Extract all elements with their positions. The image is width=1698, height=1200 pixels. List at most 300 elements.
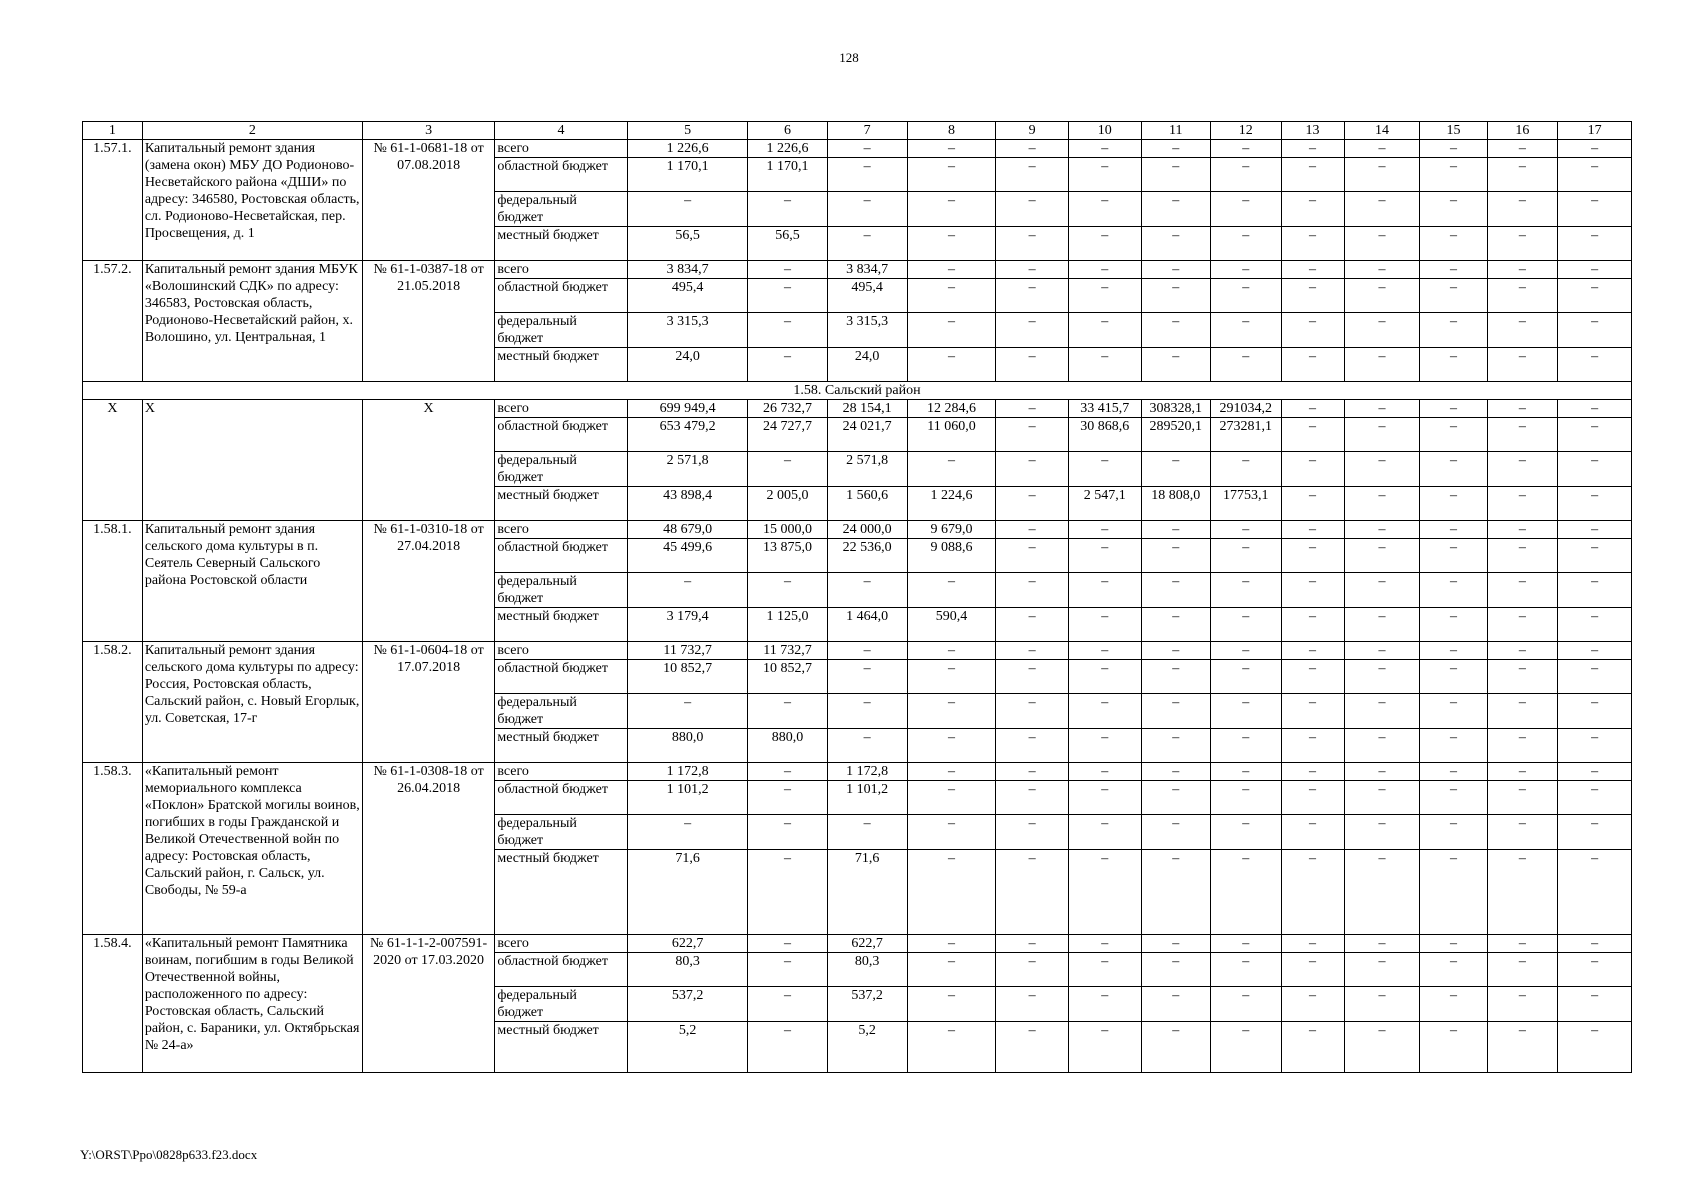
amount-cell: 30 868,6 bbox=[1068, 418, 1141, 452]
amount-cell: – bbox=[1211, 987, 1282, 1022]
amount-cell: – bbox=[1281, 158, 1344, 192]
amount-cell: 653 479,2 bbox=[627, 418, 748, 452]
amount-cell: – bbox=[1344, 935, 1420, 953]
funding-source: всего bbox=[495, 763, 627, 781]
amount-cell: 1 101,2 bbox=[627, 781, 748, 815]
amount-cell: – bbox=[1487, 850, 1558, 935]
amount-cell: – bbox=[1068, 781, 1141, 815]
amount-cell: – bbox=[1211, 660, 1282, 694]
amount-cell: – bbox=[1141, 694, 1210, 729]
amount-cell: 880,0 bbox=[627, 729, 748, 763]
amount-cell: – bbox=[996, 192, 1069, 227]
amount-cell: – bbox=[1141, 935, 1210, 953]
amount-cell: 43 898,4 bbox=[627, 487, 748, 521]
amount-cell: – bbox=[996, 348, 1069, 382]
amount-cell: – bbox=[827, 815, 907, 850]
amount-cell: – bbox=[1487, 987, 1558, 1022]
amount-cell: – bbox=[907, 642, 996, 660]
amount-cell: – bbox=[1141, 850, 1210, 935]
amount-cell: – bbox=[996, 953, 1069, 987]
amount-cell: – bbox=[1281, 815, 1344, 850]
amount-cell: – bbox=[1141, 227, 1210, 261]
amount-cell: – bbox=[627, 694, 748, 729]
amount-cell: – bbox=[1344, 763, 1420, 781]
amount-cell: 3 834,7 bbox=[627, 261, 748, 279]
amount-cell: – bbox=[1211, 348, 1282, 382]
funding-source: местный бюджет bbox=[495, 850, 627, 935]
amount-cell: – bbox=[907, 763, 996, 781]
funding-source: федеральный бюджет bbox=[495, 573, 627, 608]
amount-cell: – bbox=[1420, 487, 1487, 521]
amount-cell: 26 732,7 bbox=[748, 400, 827, 418]
amount-cell: 2 571,8 bbox=[827, 452, 907, 487]
amount-cell: – bbox=[1558, 935, 1632, 953]
amount-cell: 18 808,0 bbox=[1141, 487, 1210, 521]
amount-cell: – bbox=[1420, 348, 1487, 382]
amount-cell: – bbox=[1420, 953, 1487, 987]
amount-cell: – bbox=[1141, 140, 1210, 158]
amount-cell: – bbox=[1558, 850, 1632, 935]
funding-source: местный бюджет bbox=[495, 227, 627, 261]
amount-cell: – bbox=[1068, 850, 1141, 935]
amount-cell: – bbox=[1141, 313, 1210, 348]
amount-cell: – bbox=[996, 763, 1069, 781]
column-number: 3 bbox=[362, 122, 494, 140]
amount-cell: – bbox=[1558, 660, 1632, 694]
amount-cell: – bbox=[1487, 642, 1558, 660]
funding-source: всего bbox=[495, 261, 627, 279]
amount-cell: – bbox=[1558, 279, 1632, 313]
amount-cell: – bbox=[1141, 192, 1210, 227]
amount-cell: 24,0 bbox=[827, 348, 907, 382]
amount-cell: – bbox=[1141, 573, 1210, 608]
amount-cell: 11 060,0 bbox=[907, 418, 996, 452]
amount-cell: – bbox=[1558, 487, 1632, 521]
amount-cell: – bbox=[1141, 763, 1210, 781]
amount-cell: – bbox=[1068, 729, 1141, 763]
amount-cell: – bbox=[907, 1022, 996, 1073]
amount-cell: – bbox=[1211, 573, 1282, 608]
amount-cell: – bbox=[1068, 140, 1141, 158]
amount-cell: 28 154,1 bbox=[827, 400, 907, 418]
amount-cell: – bbox=[1558, 694, 1632, 729]
amount-cell: – bbox=[1487, 140, 1558, 158]
amount-cell: – bbox=[996, 608, 1069, 642]
amount-cell: – bbox=[1558, 400, 1632, 418]
amount-cell: – bbox=[907, 158, 996, 192]
amount-cell: – bbox=[1211, 729, 1282, 763]
amount-cell: – bbox=[1344, 400, 1420, 418]
amount-cell: – bbox=[748, 815, 827, 850]
amount-cell: – bbox=[996, 313, 1069, 348]
amount-cell: – bbox=[907, 261, 996, 279]
amount-cell: – bbox=[1068, 452, 1141, 487]
amount-cell: 2 571,8 bbox=[627, 452, 748, 487]
item-number: Х bbox=[83, 400, 143, 521]
amount-cell: – bbox=[1281, 521, 1344, 539]
table-body bbox=[83, 122, 1632, 1073]
funding-source: областной бюджет bbox=[495, 781, 627, 815]
amount-cell: – bbox=[907, 192, 996, 227]
amount-cell: – bbox=[1487, 348, 1558, 382]
amount-cell: – bbox=[827, 227, 907, 261]
amount-cell: – bbox=[1141, 348, 1210, 382]
amount-cell: 3 315,3 bbox=[627, 313, 748, 348]
amount-cell: – bbox=[996, 694, 1069, 729]
column-number: 10 bbox=[1068, 122, 1141, 140]
amount-cell: – bbox=[1281, 608, 1344, 642]
amount-cell: – bbox=[748, 348, 827, 382]
amount-cell: 5,2 bbox=[627, 1022, 748, 1073]
amount-cell: – bbox=[1558, 227, 1632, 261]
amount-cell: – bbox=[1068, 763, 1141, 781]
amount-cell: – bbox=[1344, 521, 1420, 539]
item-document: № 61-1-0387-18 от 21.05.2018 bbox=[362, 261, 494, 382]
item-number: 1.58.2. bbox=[83, 642, 143, 763]
item-name: «Капитальный ремонт Памятника воинам, погибшим в годы Великой Отечественной войны, расположенного по адресу: Ростовская область, Сальский район, с. Бараники, ул. Октябрьская № 24-а» bbox=[142, 935, 362, 1073]
amount-cell: – bbox=[1487, 763, 1558, 781]
amount-cell: – bbox=[1487, 1022, 1558, 1073]
amount-cell: 11 732,7 bbox=[627, 642, 748, 660]
amount-cell: – bbox=[1420, 729, 1487, 763]
amount-cell: – bbox=[907, 660, 996, 694]
item-document: № 61-1-0604-18 от 17.07.2018 bbox=[362, 642, 494, 763]
amount-cell: – bbox=[1281, 539, 1344, 573]
funding-source: местный бюджет bbox=[495, 348, 627, 382]
amount-cell: – bbox=[1558, 261, 1632, 279]
amount-cell: – bbox=[827, 158, 907, 192]
amount-cell: – bbox=[996, 729, 1069, 763]
amount-cell: – bbox=[996, 573, 1069, 608]
funding-source: областной бюджет bbox=[495, 158, 627, 192]
amount-cell: – bbox=[1487, 608, 1558, 642]
amount-cell: – bbox=[1487, 953, 1558, 987]
amount-cell: – bbox=[1281, 935, 1344, 953]
amount-cell: – bbox=[748, 781, 827, 815]
amount-cell: – bbox=[1281, 850, 1344, 935]
amount-cell: – bbox=[907, 452, 996, 487]
amount-cell: 622,7 bbox=[827, 935, 907, 953]
amount-cell: – bbox=[1281, 452, 1344, 487]
amount-cell: – bbox=[1487, 313, 1558, 348]
amount-cell: – bbox=[1420, 140, 1487, 158]
amount-cell: – bbox=[1558, 763, 1632, 781]
amount-cell: – bbox=[996, 521, 1069, 539]
amount-cell: – bbox=[1487, 729, 1558, 763]
amount-cell: 10 852,7 bbox=[627, 660, 748, 694]
amount-cell: – bbox=[1420, 935, 1487, 953]
amount-cell: 3 834,7 bbox=[827, 261, 907, 279]
amount-cell: – bbox=[1344, 850, 1420, 935]
amount-cell: – bbox=[1211, 935, 1282, 953]
amount-cell: – bbox=[1068, 608, 1141, 642]
amount-cell: 24 000,0 bbox=[827, 521, 907, 539]
amount-cell: – bbox=[1344, 642, 1420, 660]
amount-cell: – bbox=[1344, 279, 1420, 313]
amount-cell: – bbox=[748, 192, 827, 227]
section-title-row bbox=[83, 382, 1632, 400]
item-name: «Капитальный ремонт мемориального комплекса «Поклон» Братской могилы воинов, погибших в годы Гражданской и Великой Отечественной войн по адресу: Ростовская область, Сальский район, г. Сальск, ул. Свободы, № 59-а bbox=[142, 763, 362, 935]
amount-cell: – bbox=[996, 539, 1069, 573]
funding-source: всего bbox=[495, 642, 627, 660]
amount-cell: 71,6 bbox=[827, 850, 907, 935]
amount-cell: – bbox=[1281, 418, 1344, 452]
amount-cell: – bbox=[1420, 313, 1487, 348]
amount-cell: – bbox=[827, 694, 907, 729]
amount-cell: – bbox=[1344, 487, 1420, 521]
amount-cell: – bbox=[1420, 642, 1487, 660]
amount-cell: – bbox=[1558, 158, 1632, 192]
amount-cell: – bbox=[827, 573, 907, 608]
amount-cell: – bbox=[1558, 573, 1632, 608]
amount-cell: 1 226,6 bbox=[748, 140, 827, 158]
amount-cell: 2 005,0 bbox=[748, 487, 827, 521]
amount-cell: – bbox=[1420, 781, 1487, 815]
amount-cell: – bbox=[748, 935, 827, 953]
amount-cell: 590,4 bbox=[907, 608, 996, 642]
amount-cell: – bbox=[1141, 781, 1210, 815]
amount-cell: – bbox=[1141, 953, 1210, 987]
amount-cell: – bbox=[1281, 279, 1344, 313]
item-number: 1.57.2. bbox=[83, 261, 143, 382]
amount-cell: – bbox=[748, 313, 827, 348]
funding-source: всего bbox=[495, 521, 627, 539]
amount-cell: – bbox=[1281, 192, 1344, 227]
column-number: 14 bbox=[1344, 122, 1420, 140]
amount-cell: 1 172,8 bbox=[827, 763, 907, 781]
amount-cell: 880,0 bbox=[748, 729, 827, 763]
amount-cell: – bbox=[907, 313, 996, 348]
amount-cell: – bbox=[1281, 313, 1344, 348]
amount-cell: – bbox=[996, 261, 1069, 279]
amount-cell: – bbox=[1558, 608, 1632, 642]
amount-cell: – bbox=[1420, 418, 1487, 452]
item-document: № 61-1-0681-18 от 07.08.2018 bbox=[362, 140, 494, 261]
funding-source: федеральный бюджет bbox=[495, 452, 627, 487]
column-number: 8 bbox=[907, 122, 996, 140]
amount-cell: – bbox=[1211, 608, 1282, 642]
table-row bbox=[83, 400, 1632, 418]
column-number: 5 bbox=[627, 122, 748, 140]
amount-cell: – bbox=[1211, 815, 1282, 850]
amount-cell: – bbox=[1420, 1022, 1487, 1073]
page-number: 128 bbox=[839, 50, 859, 65]
amount-cell: 48 679,0 bbox=[627, 521, 748, 539]
amount-cell: – bbox=[1487, 521, 1558, 539]
amount-cell: – bbox=[907, 573, 996, 608]
column-number: 4 bbox=[495, 122, 627, 140]
amount-cell: – bbox=[1141, 660, 1210, 694]
amount-cell: 56,5 bbox=[627, 227, 748, 261]
footer-file-path: Y:\ORST\Ppo\0828p633.f23.docx bbox=[80, 1147, 258, 1162]
amount-cell: 1 172,8 bbox=[627, 763, 748, 781]
amount-cell: – bbox=[1281, 763, 1344, 781]
amount-cell: – bbox=[1211, 227, 1282, 261]
amount-cell: – bbox=[627, 815, 748, 850]
amount-cell: 80,3 bbox=[627, 953, 748, 987]
amount-cell: – bbox=[1211, 521, 1282, 539]
table-row bbox=[83, 935, 1632, 953]
amount-cell: – bbox=[1487, 573, 1558, 608]
column-number: 1 bbox=[83, 122, 143, 140]
amount-cell: 291034,2 bbox=[1211, 400, 1282, 418]
amount-cell: 1 125,0 bbox=[748, 608, 827, 642]
funding-source: местный бюджет bbox=[495, 487, 627, 521]
amount-cell: – bbox=[627, 192, 748, 227]
amount-cell: – bbox=[1344, 987, 1420, 1022]
funding-source: федеральный бюджет bbox=[495, 313, 627, 348]
amount-cell: – bbox=[1344, 313, 1420, 348]
amount-cell: – bbox=[748, 987, 827, 1022]
amount-cell: 2 547,1 bbox=[1068, 487, 1141, 521]
amount-cell: – bbox=[1068, 1022, 1141, 1073]
amount-cell: – bbox=[1068, 935, 1141, 953]
amount-cell: 495,4 bbox=[827, 279, 907, 313]
amount-cell: – bbox=[1420, 573, 1487, 608]
amount-cell: – bbox=[1344, 953, 1420, 987]
amount-cell: – bbox=[827, 642, 907, 660]
funding-source: областной бюджет bbox=[495, 539, 627, 573]
column-number: 9 bbox=[996, 122, 1069, 140]
amount-cell: – bbox=[748, 763, 827, 781]
amount-cell: – bbox=[1487, 539, 1558, 573]
amount-cell: – bbox=[1211, 261, 1282, 279]
amount-cell: – bbox=[1420, 850, 1487, 935]
table-row bbox=[83, 261, 1632, 279]
amount-cell: – bbox=[1420, 539, 1487, 573]
amount-cell: – bbox=[1558, 953, 1632, 987]
amount-cell: 1 224,6 bbox=[907, 487, 996, 521]
amount-cell: – bbox=[907, 729, 996, 763]
amount-cell: – bbox=[996, 140, 1069, 158]
amount-cell: – bbox=[1211, 279, 1282, 313]
amount-cell: 24 021,7 bbox=[827, 418, 907, 452]
amount-cell: – bbox=[1420, 279, 1487, 313]
amount-cell: – bbox=[1068, 158, 1141, 192]
amount-cell: – bbox=[1281, 729, 1344, 763]
funding-source: областной бюджет bbox=[495, 279, 627, 313]
amount-cell: – bbox=[1344, 261, 1420, 279]
amount-cell: – bbox=[1068, 660, 1141, 694]
amount-cell: – bbox=[996, 400, 1069, 418]
amount-cell: – bbox=[1487, 261, 1558, 279]
amount-cell: – bbox=[996, 850, 1069, 935]
amount-cell: – bbox=[1068, 987, 1141, 1022]
amount-cell: – bbox=[1558, 729, 1632, 763]
amount-cell: – bbox=[1211, 140, 1282, 158]
column-number: 16 bbox=[1487, 122, 1558, 140]
amount-cell: 12 284,6 bbox=[907, 400, 996, 418]
amount-cell: – bbox=[1281, 487, 1344, 521]
amount-cell: 5,2 bbox=[827, 1022, 907, 1073]
amount-cell: – bbox=[1344, 1022, 1420, 1073]
funding-source: местный бюджет bbox=[495, 608, 627, 642]
amount-cell: – bbox=[1344, 781, 1420, 815]
item-document: Х bbox=[362, 400, 494, 521]
amount-cell: – bbox=[1281, 227, 1344, 261]
amount-cell: 289520,1 bbox=[1141, 418, 1210, 452]
amount-cell: – bbox=[748, 452, 827, 487]
amount-cell: – bbox=[1211, 953, 1282, 987]
amount-cell: 10 852,7 bbox=[748, 660, 827, 694]
amount-cell: 699 949,4 bbox=[627, 400, 748, 418]
amount-cell: 15 000,0 bbox=[748, 521, 827, 539]
amount-cell: – bbox=[907, 781, 996, 815]
amount-cell: 22 536,0 bbox=[827, 539, 907, 573]
amount-cell: – bbox=[1211, 642, 1282, 660]
amount-cell: – bbox=[1487, 487, 1558, 521]
column-number: 2 bbox=[142, 122, 362, 140]
amount-cell: – bbox=[1211, 850, 1282, 935]
item-document: № 61-1-0308-18 от 26.04.2018 bbox=[362, 763, 494, 935]
amount-cell: – bbox=[1487, 660, 1558, 694]
amount-cell: 24 727,7 bbox=[748, 418, 827, 452]
amount-cell: – bbox=[1141, 452, 1210, 487]
amount-cell: – bbox=[1211, 313, 1282, 348]
amount-cell: – bbox=[1281, 642, 1344, 660]
amount-cell: – bbox=[1420, 763, 1487, 781]
amount-cell: 308328,1 bbox=[1141, 400, 1210, 418]
amount-cell: 1 560,6 bbox=[827, 487, 907, 521]
column-number: 6 bbox=[748, 122, 827, 140]
amount-cell: – bbox=[1141, 815, 1210, 850]
amount-cell: 45 499,6 bbox=[627, 539, 748, 573]
amount-cell: – bbox=[748, 261, 827, 279]
amount-cell: – bbox=[1068, 642, 1141, 660]
amount-cell: – bbox=[1420, 158, 1487, 192]
amount-cell: 9 679,0 bbox=[907, 521, 996, 539]
amount-cell: – bbox=[1487, 158, 1558, 192]
amount-cell: – bbox=[1487, 279, 1558, 313]
amount-cell: – bbox=[1068, 313, 1141, 348]
amount-cell: – bbox=[1420, 521, 1487, 539]
amount-cell: – bbox=[1141, 521, 1210, 539]
amount-cell: – bbox=[827, 729, 907, 763]
amount-cell: 622,7 bbox=[627, 935, 748, 953]
funding-source: областной бюджет bbox=[495, 953, 627, 987]
amount-cell: – bbox=[827, 140, 907, 158]
amount-cell: 1 464,0 bbox=[827, 608, 907, 642]
amount-cell: – bbox=[1068, 573, 1141, 608]
amount-cell: – bbox=[1344, 608, 1420, 642]
amount-cell: – bbox=[1281, 694, 1344, 729]
amount-cell: – bbox=[1211, 1022, 1282, 1073]
amount-cell: 3 179,4 bbox=[627, 608, 748, 642]
amount-cell: – bbox=[1211, 763, 1282, 781]
amount-cell: – bbox=[907, 953, 996, 987]
amount-cell: – bbox=[996, 487, 1069, 521]
amount-cell: – bbox=[1558, 1022, 1632, 1073]
amount-cell: – bbox=[907, 987, 996, 1022]
amount-cell: – bbox=[1068, 348, 1141, 382]
amount-cell: – bbox=[1068, 227, 1141, 261]
amount-cell: – bbox=[1068, 953, 1141, 987]
amount-cell: – bbox=[996, 1022, 1069, 1073]
amount-cell: – bbox=[1068, 279, 1141, 313]
amount-cell: 1 101,2 bbox=[827, 781, 907, 815]
column-number: 17 bbox=[1558, 122, 1632, 140]
amount-cell: – bbox=[907, 935, 996, 953]
amount-cell: – bbox=[748, 953, 827, 987]
amount-cell: – bbox=[1211, 781, 1282, 815]
column-number: 7 bbox=[827, 122, 907, 140]
amount-cell: – bbox=[996, 781, 1069, 815]
amount-cell: – bbox=[907, 694, 996, 729]
amount-cell: – bbox=[1487, 935, 1558, 953]
item-document: № 61-1-1-2-007591-2020 от 17.03.2020 bbox=[362, 935, 494, 1073]
funding-source: областной бюджет bbox=[495, 418, 627, 452]
item-document: № 61-1-0310-18 от 27.04.2018 bbox=[362, 521, 494, 642]
